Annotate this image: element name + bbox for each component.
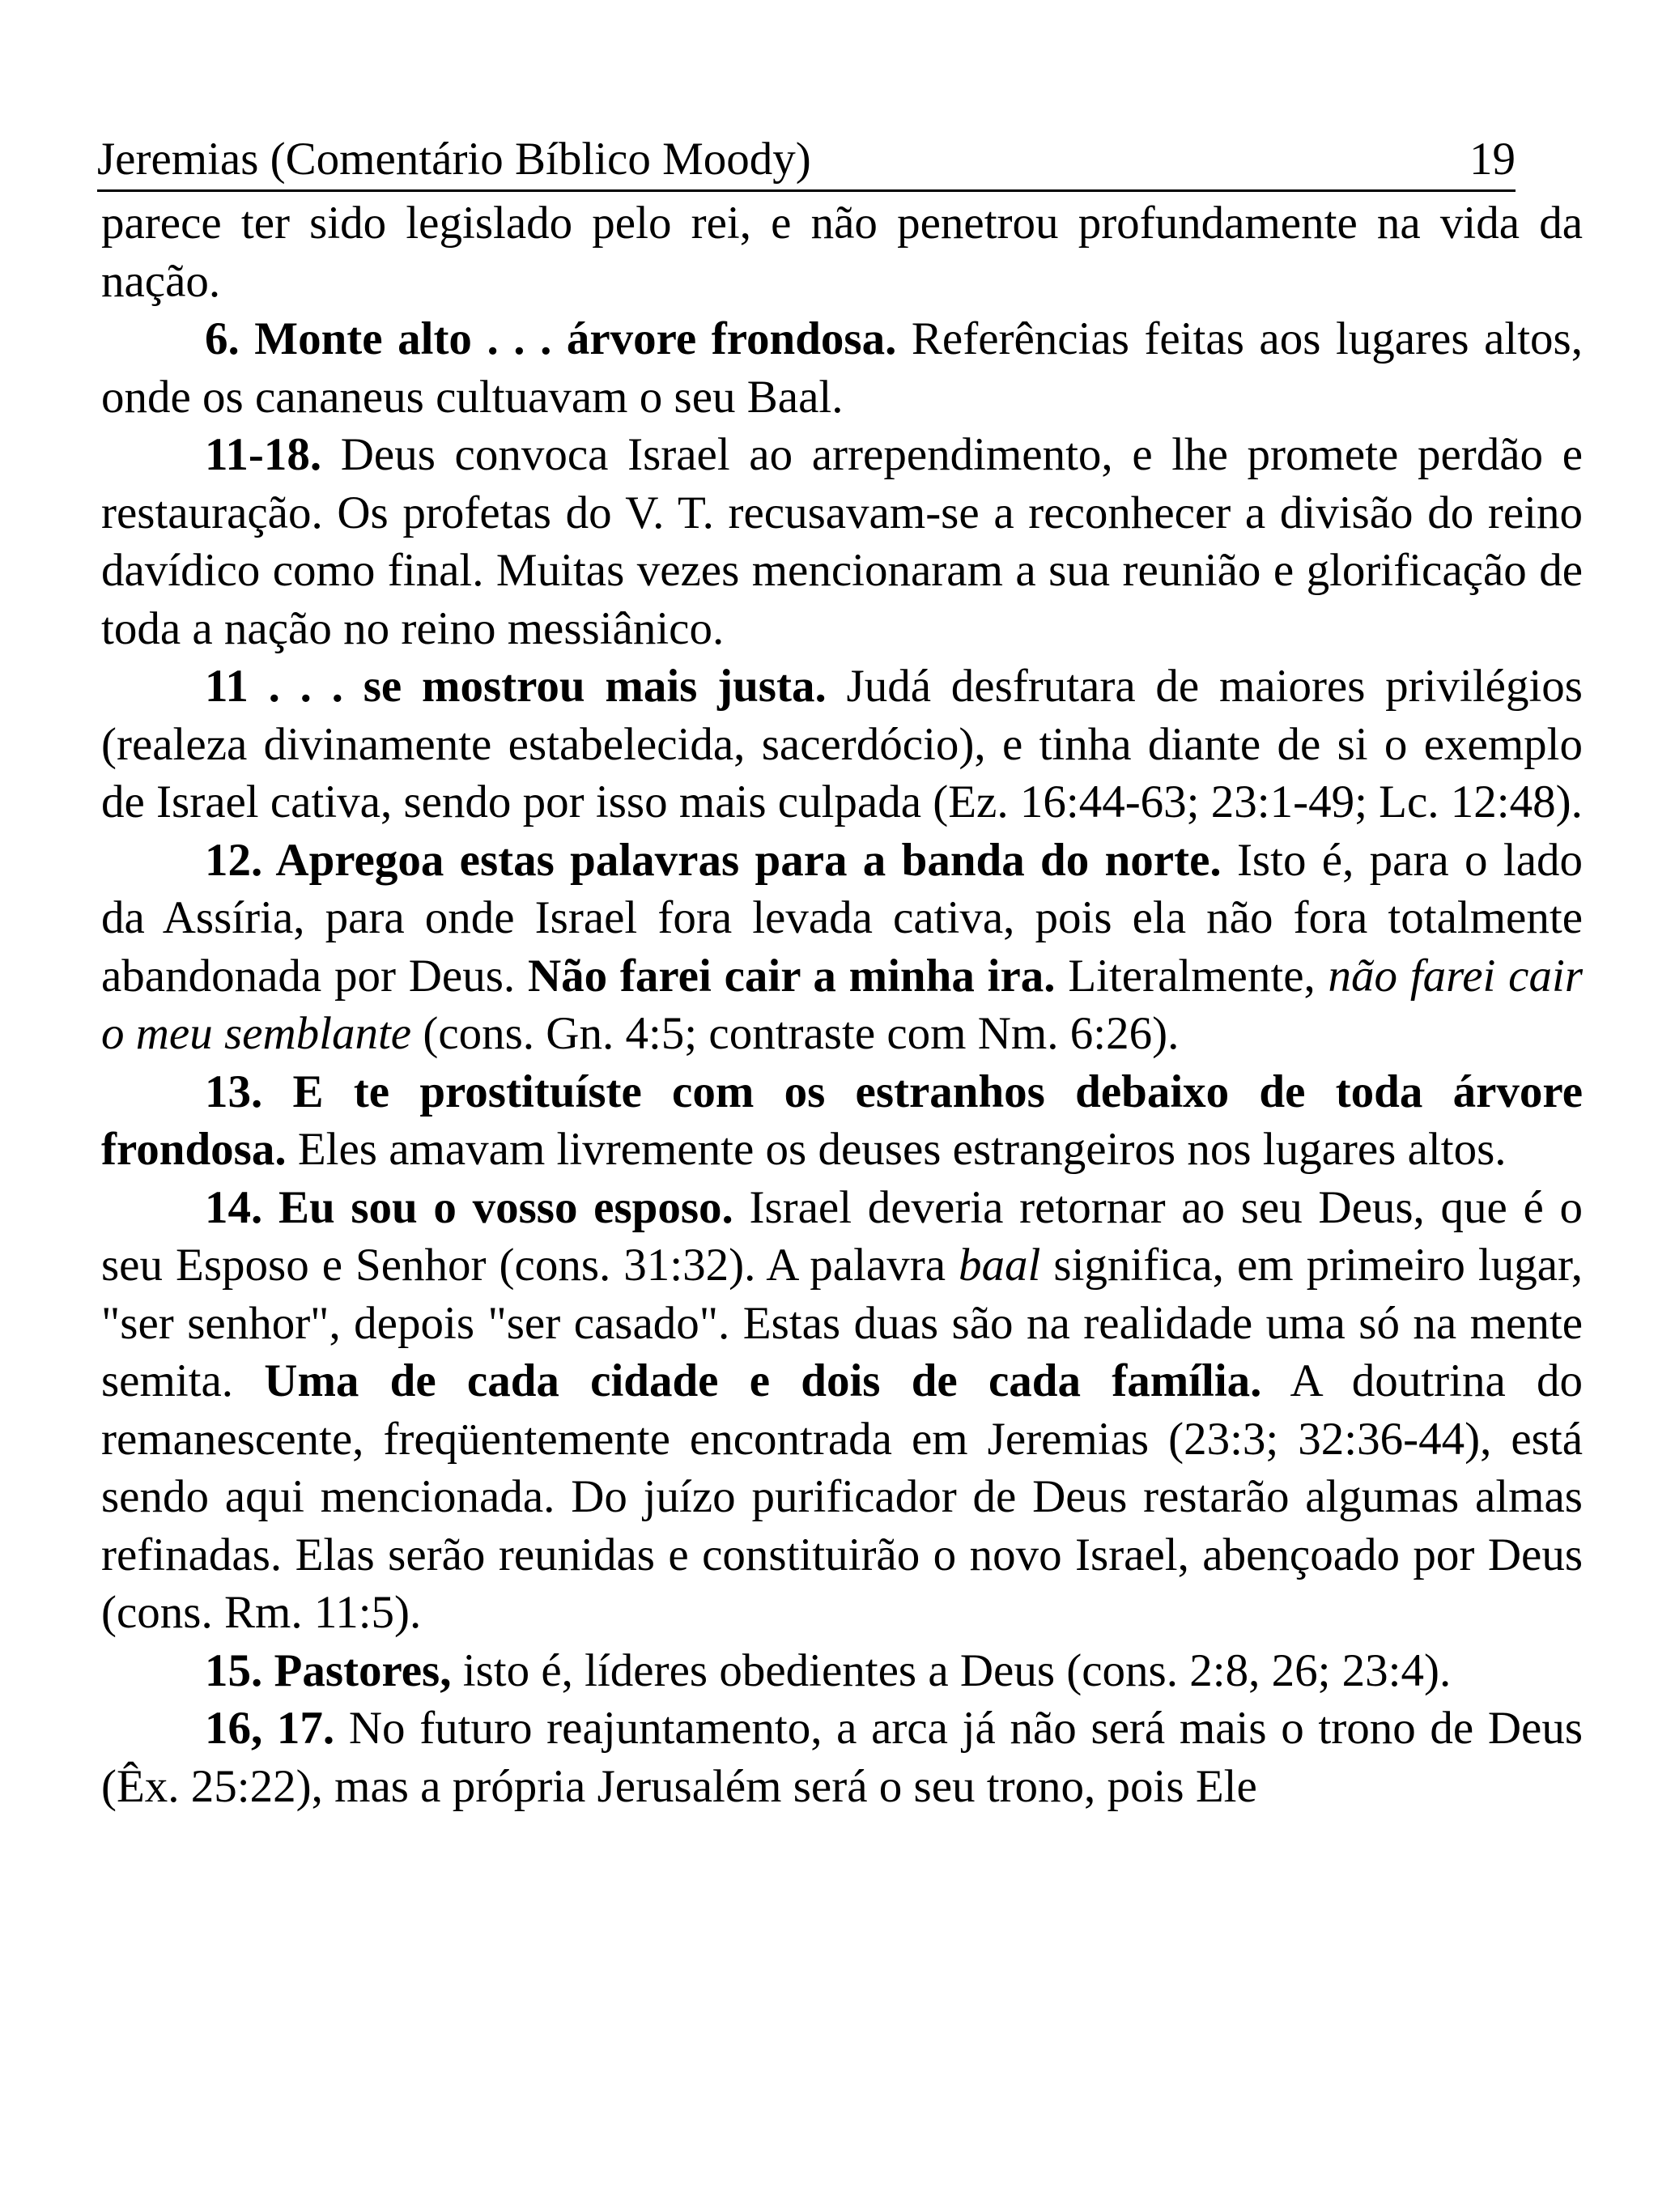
page-number: 19 <box>1469 134 1516 185</box>
paragraph-text: Literalmente, <box>1055 950 1329 1002</box>
paragraph-text: Israel deveria retornar ao seu Deus, que é o seu Esposo e Senhor (cons. 31:32). A palavra <box>101 1181 1583 1291</box>
running-header <box>97 130 1516 192</box>
commentary-body <box>101 194 1583 1815</box>
commentary-paragraph <box>101 657 1583 832</box>
verse-reference: Não farei cair a minha ira. <box>527 950 1056 1002</box>
italic-phrase: não farei cair o meu semblante <box>101 950 1583 1059</box>
commentary-paragraph <box>101 1179 1583 1642</box>
paragraph-text: Deus convoca Israel ao arrependimento, e lhe promete perdão e restauração. Os profetas do V. T. recusavam-se a reconhecer a divisão do reino davídico como final. Muitas vezes mencionaram a sua reunião e glorificação de toda a nação no reino messiânico. <box>101 429 1583 654</box>
verse-reference: 11 . . . se mostrou mais justa. <box>205 661 827 712</box>
paragraph-text: Isto é, para o lado da Assíria, para onde Israel fora levada cativa, pois ela não fora totalmente abandonada por Deus. <box>101 834 1584 1002</box>
verse-reference: 16, 17. <box>205 1703 335 1754</box>
verse-reference: 15. Pastores, <box>205 1644 452 1696</box>
commentary-paragraph <box>101 310 1583 426</box>
verse-reference: 13. E te prostituíste com os estranhos debaixo de toda árvore frondosa. <box>101 1066 1583 1175</box>
paragraph-text: significa, em primeiro lugar, "ser senhor", depois "ser casado". Estas duas são na realidade uma só na mente semita. <box>101 1240 1583 1406</box>
paragraph-text: isto é, líderes obedientes a Deus (cons. 2:8, 26; 23:4). <box>451 1644 1452 1696</box>
paragraph-text: Eles amavam livremente os deuses estrangeiros nos lugares altos. <box>286 1124 1507 1175</box>
paragraph-text: No futuro reajuntamento, a arca já não será mais o trono de Deus (Êx. 25:22), mas a própria Jerusalém será o seu trono, pois Ele <box>101 1703 1584 1812</box>
italic-phrase: baal <box>959 1240 1041 1291</box>
commentary-paragraph <box>101 1642 1583 1700</box>
verse-reference: 14. Eu sou o vosso esposo. <box>205 1181 733 1233</box>
verse-reference: 11-18. <box>205 429 322 480</box>
paragraph-text: Referências feitas aos lugares altos, onde os cananeus cultuavam o seu Baal. <box>101 313 1583 423</box>
book-title: Jeremias (Comentário Bíblico Moody) <box>97 134 811 185</box>
commentary-paragraph <box>101 426 1583 657</box>
paragraph-text: (cons. Gn. 4:5; contraste com Nm. 6:26). <box>411 1008 1180 1059</box>
verse-reference: Uma de cada cidade e dois de cada família. <box>264 1355 1262 1406</box>
commentary-paragraph <box>101 1699 1583 1815</box>
commentary-paragraph <box>101 1063 1583 1179</box>
paragraph-text: A doutrina do remanescente, freqüentemente encontrada em Jeremias (23:3; 32:36-44), está sendo aqui mencionada. Do juízo purificador de Deus restarão algumas almas refinadas. Elas serão reunidas e constituirão o novo Israel, abençoado por Deus (cons. Rm. 11:5). <box>101 1355 1583 1638</box>
commentary-paragraph <box>101 832 1583 1063</box>
commentary-paragraph <box>101 194 1583 310</box>
paragraph-text: Judá desfrutara de maiores privilégios (realeza divinamente estabelecida, sacerdócio), e tinha diante de si o exemplo de Israel cativa, sendo por isso mais culpada (Ez. 16:44-63; 23:1-49; Lc. 12:48). <box>101 661 1583 827</box>
paragraph-text: parece ter sido legislado pelo rei, e não penetrou profundamente na vida da nação. <box>101 198 1583 307</box>
verse-reference: 6. Monte alto . . . árvore frondosa. <box>205 313 897 364</box>
verse-reference: 12. Apregoa estas palavras para a banda do norte. <box>205 834 1222 886</box>
